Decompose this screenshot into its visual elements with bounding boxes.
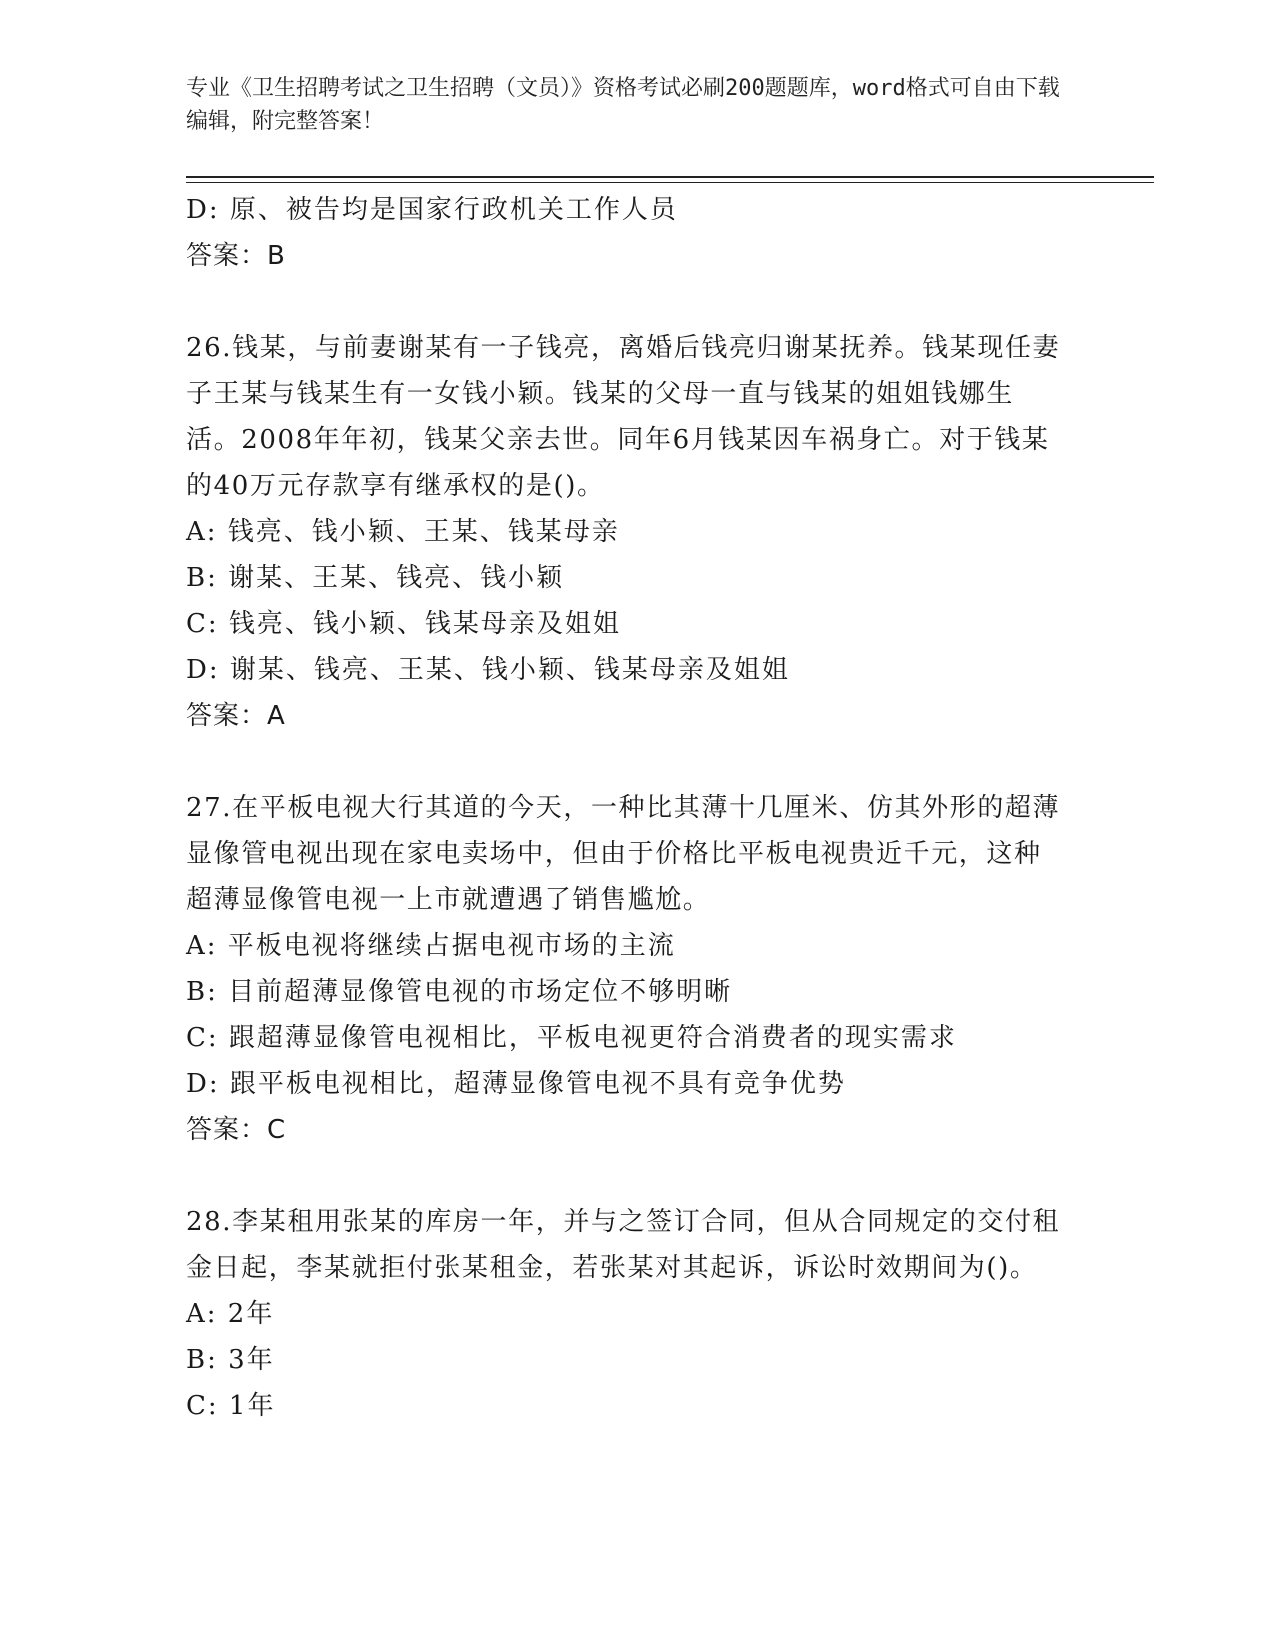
answer: 答案：B [186, 241, 286, 271]
option-a: A: 2年 [186, 1299, 275, 1329]
page-header [186, 72, 1066, 138]
option-d: D: 原、被告均是国家行政机关工作人员 [186, 195, 678, 225]
option-d: D: 跟平板电视相比，超薄显像管电视不具有竞争优势 [186, 1069, 846, 1099]
question-28 [186, 1199, 1066, 1429]
option-b: B: 谢某、王某、钱亮、钱小颖 [186, 563, 565, 593]
option-c: C: 钱亮、钱小颖、钱某母亲及姐姐 [186, 609, 621, 639]
question-27 [186, 785, 1066, 1153]
option-c: C: 跟超薄显像管电视相比，平板电视更符合消费者的现实需求 [186, 1023, 957, 1053]
header-text: 专业《卫生招聘考试之卫生招聘（文员）》资格考试必刷200题题库，word格式可自由下载编辑，附完整答案！ [186, 76, 1060, 134]
option-b: B: 目前超薄显像管电视的市场定位不够明晰 [186, 977, 733, 1007]
header-rule-thin [186, 182, 1154, 183]
answer: 答案：C [186, 1115, 287, 1145]
question-stem: 26.钱某，与前妻谢某有一子钱亮，离婚后钱亮归谢某抚养。钱某现任妻子王某与钱某生有一女钱小颖。钱某的父母一直与钱某的姐姐钱娜生活。2008年年初，钱某父亲去世。同年6月钱某因车祸身亡。对于钱某的40万元存款享有继承权的是()。 [186, 333, 1061, 501]
spacer [186, 1153, 1066, 1199]
spacer [186, 739, 1066, 785]
option-a: A: 钱亮、钱小颖、王某、钱某母亲 [186, 517, 620, 547]
option-b: B: 3年 [186, 1345, 275, 1375]
question-stem: 28.李某租用张某的库房一年，并与之签订合同，但从合同规定的交付租金日起，李某就拒付张某租金，若张某对其起诉，诉讼时效期间为()。 [186, 1207, 1061, 1283]
question-26 [186, 325, 1066, 739]
option-a: A: 平板电视将继续占据电视市场的主流 [186, 931, 676, 961]
document-body [186, 187, 1066, 1429]
header-rule-thick [186, 176, 1154, 178]
spacer [186, 279, 1066, 325]
option-d: D: 谢某、钱亮、王某、钱小颖、钱某母亲及姐姐 [186, 655, 790, 685]
option-c: C: 1年 [186, 1391, 276, 1421]
answer: 答案：A [186, 701, 286, 731]
question-stem: 27.在平板电视大行其道的今天，一种比其薄十几厘米、仿其外形的超薄显像管电视出现在家电卖场中，但由于价格比平板电视贵近千元，这种超薄显像管电视一上市就遭遇了销售尴尬。 [186, 793, 1061, 915]
